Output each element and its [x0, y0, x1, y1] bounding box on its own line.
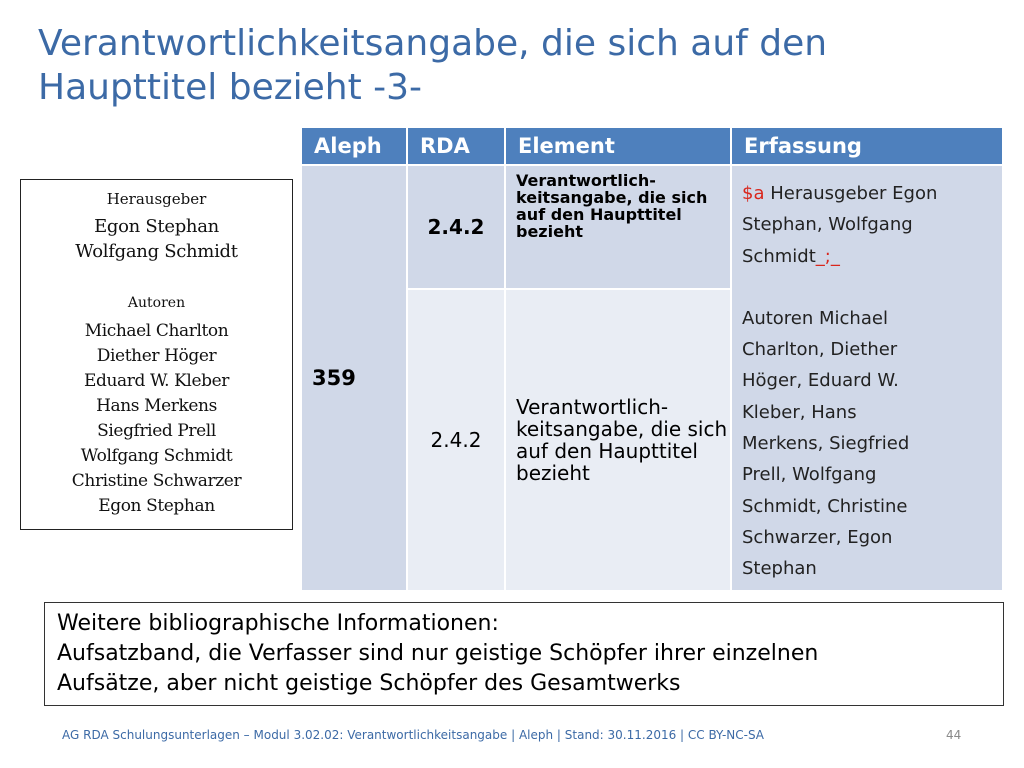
- scan-author-name: Michael Charlton: [84, 321, 229, 341]
- aleph-field-cell: 359: [301, 165, 407, 591]
- scan-author-name: Hans Merkens: [96, 396, 217, 416]
- erfassung-line: Schmidt_;_: [742, 245, 840, 267]
- page-number: 44: [946, 728, 962, 742]
- separator-mark: _;_: [815, 245, 840, 267]
- subfield-code: $a: [742, 183, 765, 204]
- erfassung-line: Charlton, Diether: [742, 339, 898, 361]
- table-header-row: [301, 127, 1003, 165]
- element-cell: Verantwortlich-keitsangabe, die sich auf den Haupttitel bezieht: [505, 289, 731, 591]
- note-line: Aufsatzband, die Verfasser sind nur geistige Schöpfer ihrer einzelnen: [57, 641, 819, 666]
- table-row: [301, 165, 1003, 289]
- line-gap: [742, 272, 996, 303]
- scan-author-name: Egon Stephan: [98, 496, 215, 516]
- title-page-scan: [20, 179, 293, 530]
- slide-title-line1: Verantwortlichkeitsangabe, die sich auf den: [38, 23, 828, 64]
- rda-mapping-table: [300, 126, 1004, 592]
- scan-editor-name: Wolfgang Schmidt: [75, 241, 238, 262]
- header-aleph: Aleph: [301, 127, 407, 165]
- header-rda: RDA: [407, 127, 505, 165]
- erfassung-line: Prell, Wolfgang: [742, 464, 877, 486]
- erfassung-line: Stephan, Wolfgang: [742, 214, 913, 236]
- erfassung-line: Kleber, Hans: [742, 401, 857, 423]
- scan-author-name: Diether Höger: [96, 346, 217, 366]
- note-line: Weitere bibliographische Informationen:: [57, 611, 499, 636]
- erfassung-line: Merkens, Siegfried: [742, 433, 910, 455]
- element-cell: Verantwortlich-keitsangabe, die sich auf den Haupttitel bezieht: [505, 165, 731, 289]
- erfassung-line: Stephan: [742, 558, 817, 580]
- erfassung-line: Schwarzer, Egon: [742, 526, 893, 548]
- header-erfassung: Erfassung: [731, 127, 1003, 165]
- scan-authors-heading: Autoren: [127, 295, 186, 311]
- scan-author-name: Eduard W. Kleber: [84, 371, 229, 391]
- erfassung-line: Schmidt, Christine: [742, 495, 908, 517]
- erfassung-line: Höger, Eduard W.: [742, 370, 899, 392]
- rda-rule-cell: 2.4.2: [407, 165, 505, 289]
- scan-author-name: Wolfgang Schmidt: [80, 446, 233, 466]
- scan-editors-heading: Herausgeber: [106, 190, 207, 208]
- slide-title: [38, 22, 998, 110]
- scan-editor-name: Egon Stephan: [94, 216, 219, 237]
- note-line: Aufsätze, aber nicht geistige Schöpfer des Gesamtwerks: [57, 671, 681, 696]
- header-element: Element: [505, 127, 731, 165]
- info-note-box: [44, 602, 1004, 706]
- slide-title-line2: Haupttitel bezieht -3-: [38, 67, 423, 108]
- erfassung-line: Autoren Michael: [742, 307, 888, 329]
- erfassung-cell: [731, 165, 1003, 591]
- erfassung-line: $a Herausgeber Egon: [742, 183, 938, 204]
- slide-footer: AG RDA Schulungsunterlagen – Modul 3.02.02: Verantwortlichkeitsangabe | Aleph | Stand: 30.11.2016 | CC BY-NC-SA: [62, 728, 765, 742]
- scan-author-name: Christine Schwarzer: [71, 471, 242, 491]
- rda-rule-cell: 2.4.2: [407, 289, 505, 591]
- scan-author-name: Siegfried Prell: [97, 421, 216, 441]
